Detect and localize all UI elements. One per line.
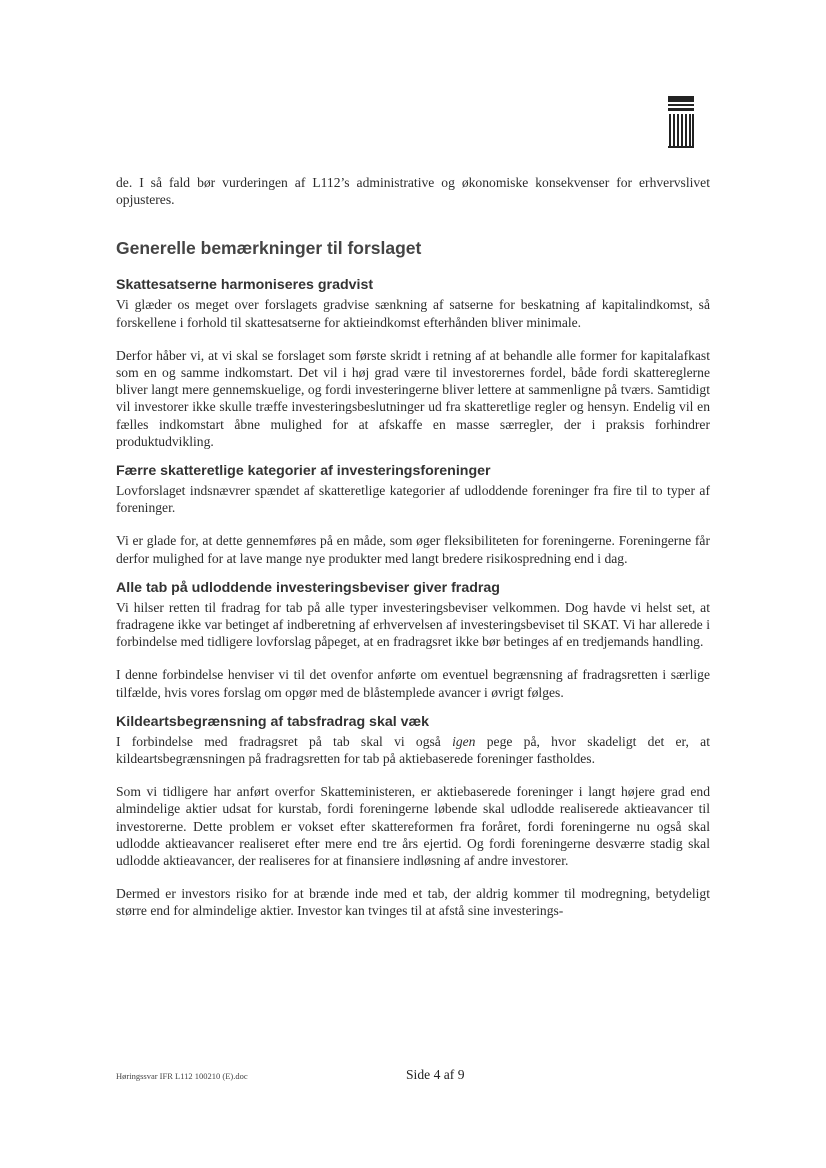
section-heading-general-remarks: Generelle bemærkninger til forslaget — [116, 238, 422, 259]
paragraph: Vi hilser retten til fradrag for tab på alle typer investeringsbeviser velkommen. Dog havde vi helst set, at fradragene ikke var betinget af indberetning af erhvervelsen af investeringsbeviset til SKAT. Vi har allerede i forbindelse med tidligere lovforslag påpeget, at en fradragsret ikke bør betinges af en tredjemands handling. — [116, 599, 710, 650]
paragraph-text: I forbindelse med fradragsret på tab skal vi også — [116, 733, 453, 749]
paragraph: Vi glæder os meget over forslagets gradvise sænkning af satserne for beskatning af kapitalindkomst, så forskellene i forhold til skattesatserne for aktieindkomst efterhånden bliver minimale. — [116, 297, 710, 330]
paragraph — [116, 733, 710, 767]
footer-page-number: Side 4 af 9 — [406, 1067, 465, 1082]
paragraph: Derfor håber vi, at vi skal se forslaget som første skridt i retning af at behandle alle former for kapitalafkast som en og samme indkomstart. Det vil i høj grad være til investorernes fordel, både fordi skattereglerne bliver langt mere gennemskuelige, og fordi investeringerne bliver lettere at sammenligne på tværs. Samtidigt vil investorer ikke skulle træffe investeringsbeslutninger ud fra skatteretlige regler og hensyn. Endelig vil en fælles indkomstart åbne mulighed for at afskaffe en masse særregler, der i praksis forhindrer produktudvikling. — [116, 347, 710, 449]
paragraph: Dermed er investors risiko for at brænde inde med et tab, der aldrig kommer til modregning, betydeligt større end for almindelige aktier. Investor kan tvinges til at afstå sine investerings- — [116, 886, 710, 919]
footer-document-name: Høringssvar IFR L112 100210 (E).doc — [116, 1071, 248, 1081]
organization-logo — [667, 94, 695, 150]
paragraph-text: pege på, hvor skadeligt det er, at kildeartsbegrænsningen på fradragsretten for tab på aktiebaserede foreninger fastholdes. — [116, 733, 710, 767]
emphasis-text: igen — [452, 733, 476, 749]
paragraph: Som vi tidligere har anført overfor Skatteministeren, er aktiebaserede foreninger i langt højere grad end almindelige aktier udsat for kurstab, fordi foreningerne løbende skal udlodde realiserede aktieavancer til investorerne. Dette problem er vokset efter skattereformen fra foråret, fordi foreningerne nu også skal udlodde aktieavancer realiseret efter mere end tre års ejertid. Og fordi foreningerne desværre stadig skal udlodde aktieavancer, der realiseres for at finansiere indløsning af andre investorer. — [116, 784, 710, 869]
paragraph: I denne forbindelse henviser vi til det ovenfor anførte om eventuel begrænsning af fradragsretten i særlige tilfælde, hvis vores forslag om opgør med de blåstemplede avancer i øvrigt følges. — [116, 667, 710, 700]
paragraph: Lovforslaget indsnævrer spændet af skatteretlige kategorier af udloddende foreninger fra fire til to typer af foreninger. — [116, 483, 710, 516]
subheading-fewer-categories: Færre skatteretlige kategorier af investeringsforeninger — [116, 463, 491, 480]
subheading-source-limitation: Kildeartsbegrænsning af tabsfradrag skal væk — [116, 713, 430, 730]
paragraph-continuation: de. I så fald bør vurderingen af L112’s administrative og økonomiske konsekvenser for erhvervslivet opjusteres. — [116, 175, 710, 208]
document-body — [116, 174, 710, 920]
subheading-tax-rates: Skattesatserne harmoniseres gradvist — [116, 277, 374, 294]
subheading-loss-deduction: Alle tab på udloddende investeringsbeviser giver fradrag — [116, 579, 500, 596]
paragraph: Vi er glade for, at dette gennemføres på en måde, som øger fleksibiliteten for foreningerne. Foreningerne får derfor mulighed for at lave mange nye produkter med langt bredere risikospredning end i dag. — [116, 533, 710, 566]
